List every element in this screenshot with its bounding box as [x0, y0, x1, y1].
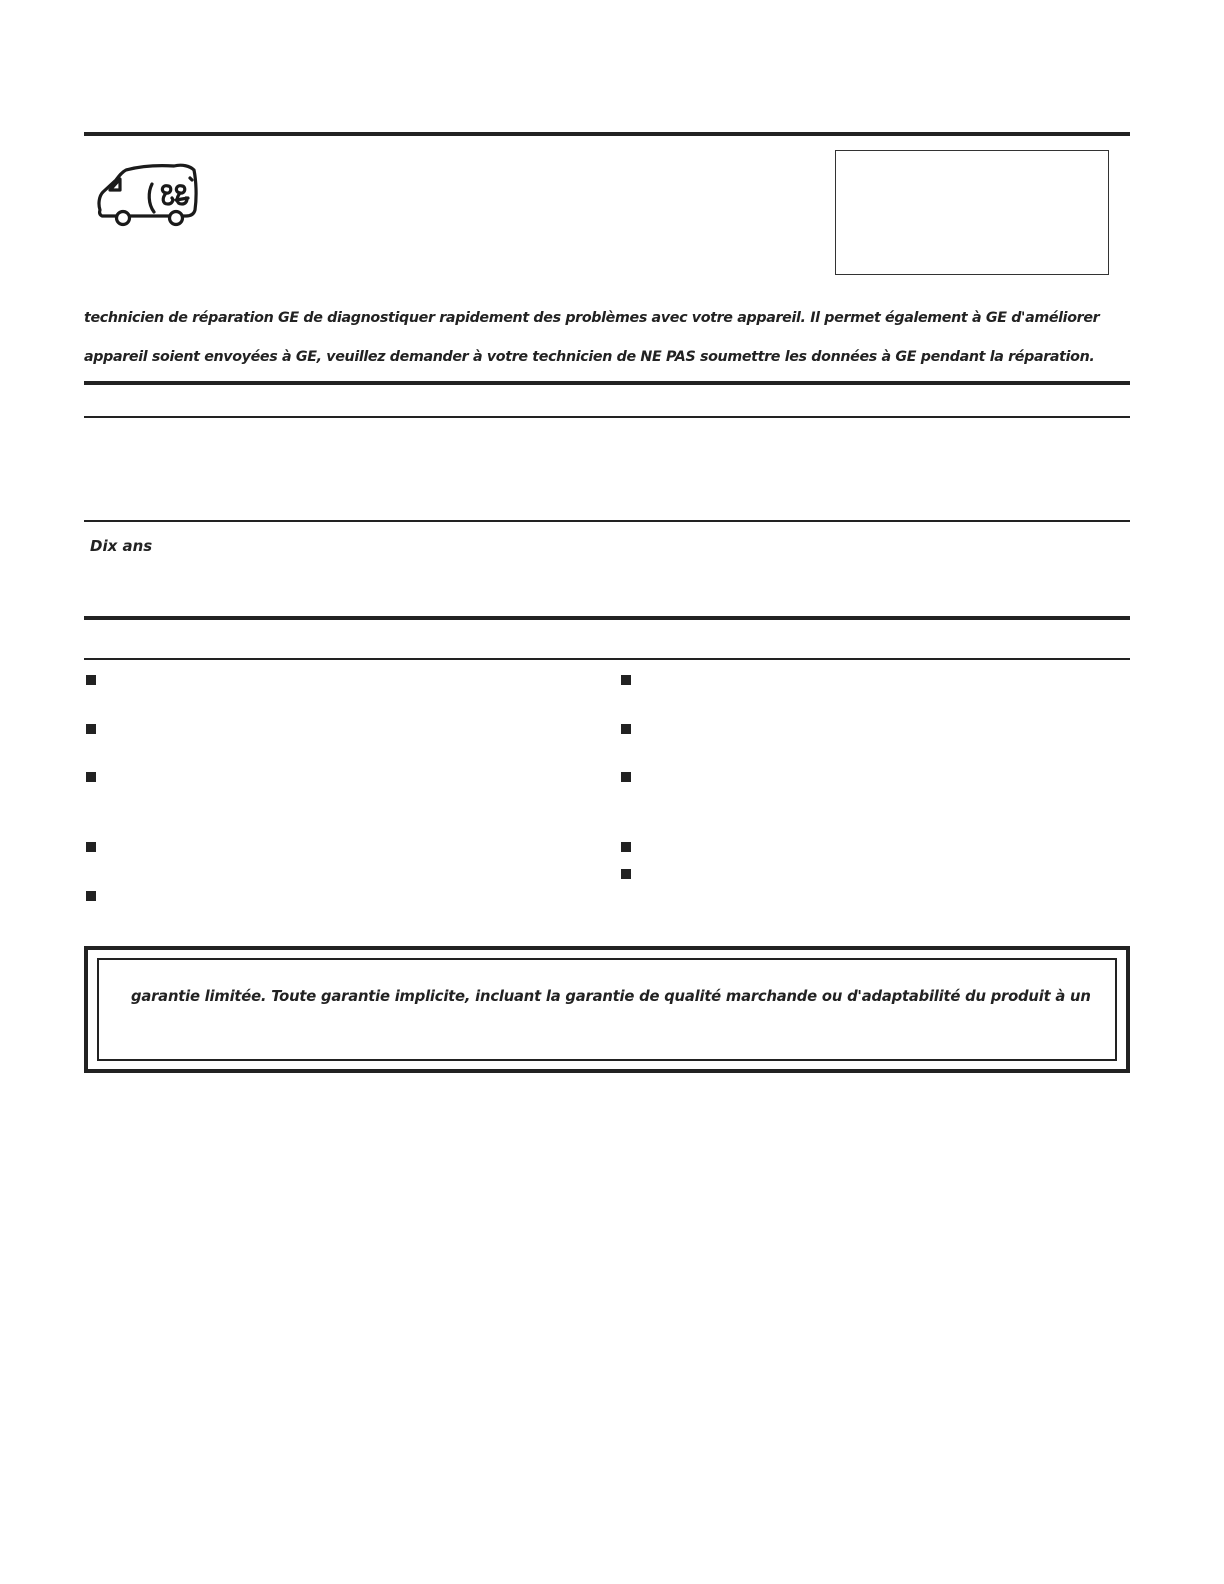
- warranty-period-label: Dix ans: [90, 537, 153, 555]
- square-bullet-icon: [86, 724, 96, 734]
- square-bullet-icon: [621, 675, 631, 685]
- intro-line-2: appareil soient envoyées à GE, veuillez demander à votre technicien de NE PAS soumettre les données à GE pendant la réparation.: [84, 349, 1095, 365]
- serial-number-box: [835, 150, 1109, 275]
- disclaimer-box: [84, 946, 1130, 1073]
- square-bullet-icon: [621, 772, 631, 782]
- intro-line-1: technicien de réparation GE de diagnostiquer rapidement des problèmes avec votre appareil. Il permet également à GE d'améliorer: [84, 310, 1100, 326]
- table-row-rule: [84, 520, 1130, 522]
- disclaimer-inner-frame: [97, 958, 1117, 1061]
- top-rule: [84, 132, 1130, 136]
- disclaimer-text: garantie limitée. Toute garantie implicite, incluant la garantie de qualité marchande ou d'adaptabilité du produit à un: [131, 988, 1091, 1005]
- section-rule-1: [84, 381, 1130, 385]
- table-header-rule: [84, 416, 1130, 418]
- section-rule-2: [84, 616, 1130, 620]
- square-bullet-icon: [621, 842, 631, 852]
- square-bullet-icon: [86, 675, 96, 685]
- exclusions-header-rule: [84, 658, 1130, 660]
- square-bullet-icon: [86, 891, 96, 901]
- ge-service-van-icon: [96, 160, 200, 232]
- square-bullet-icon: [86, 842, 96, 852]
- square-bullet-icon: [621, 869, 631, 879]
- square-bullet-icon: [86, 772, 96, 782]
- square-bullet-icon: [621, 724, 631, 734]
